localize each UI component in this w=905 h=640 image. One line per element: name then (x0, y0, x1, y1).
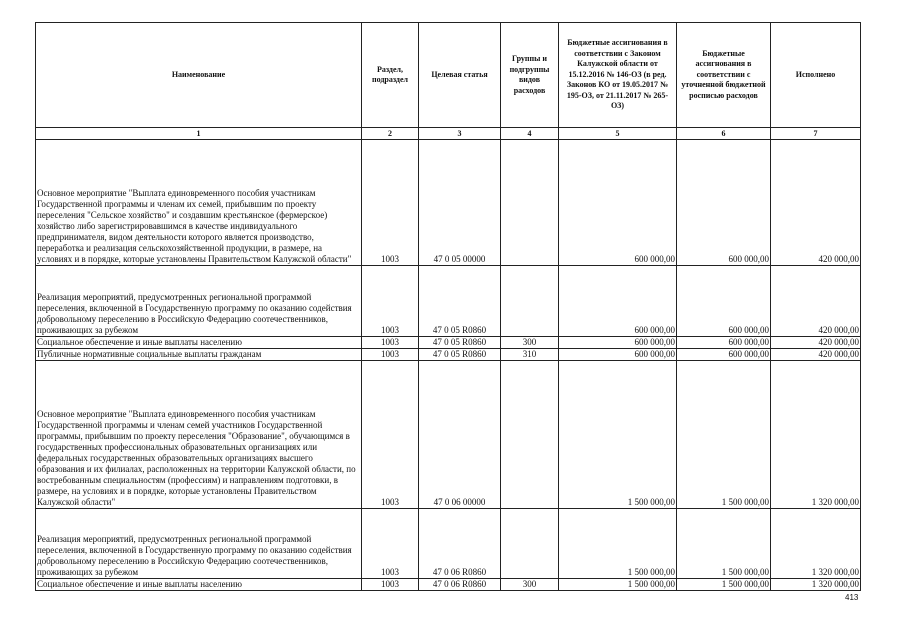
row-budget-refined: 1 500 000,00 (677, 361, 771, 509)
row-name: Реализация мероприятий, предусмотренных региональной программой переселения, включенной в Государственную программу по оказанию содействия добровольному переселению в Российскую Федерацию соотечественников, проживающих за рубежом (36, 266, 362, 337)
row-budget-law: 600 000,00 (559, 337, 677, 349)
header-row (36, 23, 861, 128)
column-number: 2 (362, 128, 419, 140)
row-target: 47 0 06 R0860 (419, 509, 501, 579)
row-executed: 420 000,00 (771, 140, 861, 266)
row-name: Реализация мероприятий, предусмотренных региональной программой переселения, включенной в Государственную программу по оказанию содействия добровольному переселению в Российскую Федерацию соотечественников, проживающих за рубежом (36, 509, 362, 579)
row-section: 1003 (362, 509, 419, 579)
header-executed: Исполнено (771, 23, 861, 128)
row-group: 300 (501, 579, 559, 591)
header-group: Группы и подгруппы видов расходов (501, 23, 559, 128)
table-row (36, 337, 861, 349)
header-target: Целевая статья (419, 23, 501, 128)
row-budget-law: 600 000,00 (559, 266, 677, 337)
row-target: 47 0 06 R0860 (419, 579, 501, 591)
budget-table (35, 22, 861, 591)
row-budget-law: 600 000,00 (559, 140, 677, 266)
row-budget-law: 1 500 000,00 (559, 509, 677, 579)
table-row (36, 579, 861, 591)
column-number: 7 (771, 128, 861, 140)
row-budget-refined: 1 500 000,00 (677, 579, 771, 591)
row-executed: 420 000,00 (771, 349, 861, 361)
row-section: 1003 (362, 579, 419, 591)
row-group: 300 (501, 337, 559, 349)
row-target: 47 0 06 00000 (419, 361, 501, 509)
row-executed: 1 320 000,00 (771, 361, 861, 509)
table-row (36, 140, 861, 266)
row-executed: 420 000,00 (771, 266, 861, 337)
row-executed: 1 320 000,00 (771, 509, 861, 579)
row-group (501, 509, 559, 579)
header-name: Наименование (36, 23, 362, 128)
row-executed: 1 320 000,00 (771, 579, 861, 591)
row-target: 47 0 05 R0860 (419, 349, 501, 361)
row-budget-refined: 600 000,00 (677, 140, 771, 266)
row-executed: 420 000,00 (771, 337, 861, 349)
row-budget-law: 1 500 000,00 (559, 579, 677, 591)
header-section: Раздел, подраздел (362, 23, 419, 128)
column-number: 4 (501, 128, 559, 140)
row-group (501, 266, 559, 337)
table-row (36, 509, 861, 579)
row-section: 1003 (362, 266, 419, 337)
table-row (36, 361, 861, 509)
row-name: Основное мероприятие "Выплата единовременного пособия участникам Государственной программы и членам их семей, прибывшим по проекту переселения "Сельское хозяйство" и создавшим крестьянское (фермерское) хозяйство либо зарегистрировавшимся в качестве индивидуального предпринимателя, видом деятельности которого является производство, переработка и реализация сельскохозяйственной продукции, в размере, на условиях и в порядке, которые установлены Правительством Калужской области" (36, 140, 362, 266)
row-group: 310 (501, 349, 559, 361)
row-budget-refined: 600 000,00 (677, 349, 771, 361)
header-budget-law: Бюджетные ассигнования в соответствии с Законом Калужской области от 15.12.2016 № 146-ОЗ (в ред. Законов КО от 19.05.2017 № 195-ОЗ, от 21.11.2017 № 265-ОЗ) (559, 23, 677, 128)
row-name: Основное мероприятие "Выплата единовременного пособия участникам Государственной программы и членам семей участников Государственной программы, прибывшим по проекту переселения "Образование", обучающимся в государственных профессиональных образовательных организациях или федеральных государственных образовательных организациях высшего образования и их филиалах, расположенных на территории Калужской области, по востребованным специальностям (профессиям) и направлениям подготовки, в размере, на условиях и в порядке, которые установлены Правительством Калужской области" (36, 361, 362, 509)
row-budget-law: 1 500 000,00 (559, 361, 677, 509)
row-budget-refined: 600 000,00 (677, 337, 771, 349)
column-number: 6 (677, 128, 771, 140)
table-row (36, 349, 861, 361)
row-target: 47 0 05 R0860 (419, 337, 501, 349)
row-name: Социальное обеспечение и иные выплаты населению (36, 579, 362, 591)
row-budget-refined: 1 500 000,00 (677, 509, 771, 579)
row-group (501, 140, 559, 266)
header-budget-refined: Бюджетные ассигнования в соответствии с уточненной бюджетной росписью расходов (677, 23, 771, 128)
row-section: 1003 (362, 337, 419, 349)
row-name: Социальное обеспечение и иные выплаты населению (36, 337, 362, 349)
column-number: 1 (36, 128, 362, 140)
row-target: 47 0 05 R0860 (419, 266, 501, 337)
column-number: 3 (419, 128, 501, 140)
column-number-row (36, 128, 861, 140)
row-budget-law: 600 000,00 (559, 349, 677, 361)
column-number: 5 (559, 128, 677, 140)
row-target: 47 0 05 00000 (419, 140, 501, 266)
row-budget-refined: 600 000,00 (677, 266, 771, 337)
table-row (36, 266, 861, 337)
row-group (501, 361, 559, 509)
row-section: 1003 (362, 361, 419, 509)
row-name: Публичные нормативные социальные выплаты гражданам (36, 349, 362, 361)
row-section: 1003 (362, 140, 419, 266)
row-section: 1003 (362, 349, 419, 361)
page-number: 413 (845, 593, 859, 602)
